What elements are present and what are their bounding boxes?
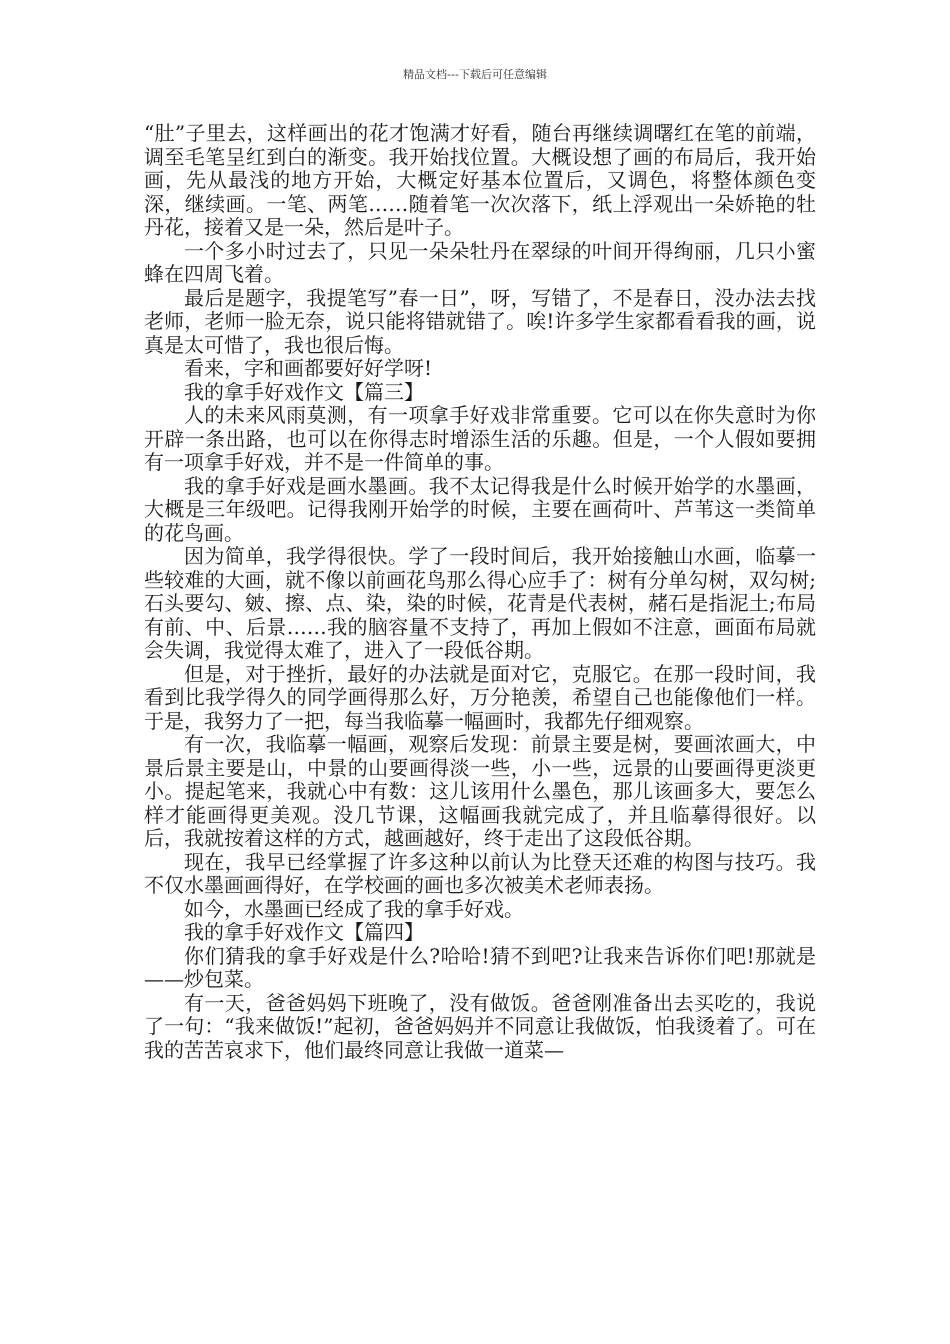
paragraph-2: 一个多小时过去了，只见一朵朵牡丹在翠绿的叶间开得绚丽，几只小蜜蜂在四周飞着。 (144, 238, 816, 286)
paragraph-14: 你们猜我的拿手好戏是什么?哈哈!猜不到吧?让我来告诉你们吧!那就是——炒包菜。 (144, 943, 816, 991)
section-heading-3: 我的拿手好戏作文【篇三】 (184, 379, 424, 404)
section-heading-4: 我的拿手好戏作文【篇四】 (184, 920, 424, 944)
paragraph-4: 看来，字和画都要好好学呀! (184, 356, 433, 380)
paragraph-12: 如今，水墨画已经成了我的拿手好戏。 (184, 896, 524, 921)
paragraph-1: “肚”子里去，这样画出的花才饱满才好看，随台再继续调曙红在笔的前端，调至毛笔呈红到白的渐变。我开始找位置。大概设想了画的布局后，我开始画，先从最浅的地方开始，大概定好基本位置后，又调色，将整体颜色变深，继续画。一笔、两笔……随着笔一次次落下，纸上浮观出一朵娇艳的牡丹花，接着又是一朵，然后是叶子。 (144, 121, 816, 239)
paragraph-8: 因为简单，我学得很快。学了一段时间后，我开始接触山水画，临摹一些较难的大画，就不像以前画花鸟那么得心应手了：树有分单勾树，双勾树;石头要勾、皴、擦、点、染，染的时候，花青是代表树，赭石是指泥土;布局有前、中、后景……我的脑容量不支持了，再加上假如不注意，画面布局就会失调，我觉得太难了，进入了一段低谷期。 (144, 544, 816, 662)
paragraph-7: 我的拿手好戏是画水墨画。我不太记得我是什么时候开始学的水墨画，大概是三年级吧。记得我刚开始学的时候，主要在画荷叶、芦苇这一类简单的花鸟画。 (144, 473, 816, 545)
paragraph-9: 但是，对于挫折，最好的办法就是面对它，克服它。在那一段时间，我看到比我学得久的同学画得那么好，万分艳羡，希望自己也能像他们一样。于是，我努力了一把，每当我临摹一幅画时，我都先仔细观察。 (144, 661, 816, 733)
paragraph-3: 最后是题字，我提笔写”春一日”，呀，写错了，不是春日，没办法去找老师，老师一脸无奈，说只能将错就错了。唉!许多学生家都看看我的画，说真是太可惜了，我也很后悔。 (144, 285, 816, 357)
paragraph-11: 现在，我早已经掌握了许多这种以前认为比登天还难的构图与技巧。我不仅水墨画画得好，在学校画的画也多次被美术老师表扬。 (144, 849, 816, 897)
document-body (144, 122, 816, 1062)
paragraph-15: 有一天，爸爸妈妈下班晚了，没有做饭。爸爸刚准备出去买吃的，我说了一句：“我来做饭!”起初，爸爸妈妈并不同意让我做饭，怕我烫着了。可在我的苦苦哀求下，他们最终同意让我做一道菜— (144, 990, 816, 1062)
paragraph-6: 人的未来风雨莫测，有一项拿手好戏非常重要。它可以在你失意时为你开辟一条出路，也可以在你得志时增添生活的乐趣。但是，一个人假如要拥有一项拿手好戏，并不是一件简单的事。 (144, 403, 816, 474)
page-header: 精品文档---下载后可任意编辑 (403, 68, 547, 81)
paragraph-10: 有一次，我临摹一幅画，观察后发现：前景主要是树，要画浓画大，中景后景主要是山，中景的山要画得淡一些，小一些，远景的山要画得更淡更小。提起笔来，我就心中有数：这儿该用什么墨色，那儿该画多大，要怎么样才能画得更美观。没几节课，这幅画我就完成了，并且临摹得很好。以后，我就按着这样的方式，越画越好，终于走出了这段低谷期。 (144, 732, 816, 850)
